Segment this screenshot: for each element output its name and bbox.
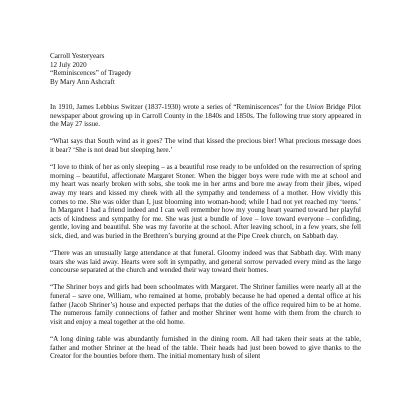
paragraph-dining-table: “A long dining table was abundantly furnished in the dining room. All had taken their seats at the table, father and mother Shriner at the head of the table. Their heads had just been bowed to give thanks to the Creator for the bounties before them. The initial momentary hush of silent	[50, 335, 361, 361]
intro-text-end: Bridge Pilot newspaper about growing up in Carroll County in the 1840s and 1850s. The following true story appeared in the May 27 issue.	[50, 103, 361, 129]
paragraph-intro	[50, 103, 361, 129]
paragraph-margaret: “I love to think of her as only sleeping – as a beautiful rose ready to be unfolded on the resurrection of spring morning – beautiful, affectionate Margaret Stoner. When the bigger boys were rude with me at school and my heart was nearly broken with sobs, she took me in her arms and bore me away from their jibes, wiped away my tears and kissed my cheek with all the sympathy and tenderness of a mother. How vividly this comes to me. She was older than I, just blooming into woman-hood; while I had not yet reached my ‘teens.’ In Margaret I had a friend indeed and I can well remember how my young heart yearned toward her playful acts of kindness and sympathy for me. She was just a bundle of love – love toward everyone – confiding, gentle, loving and beautiful. She was my favorite at the school. After leaving school, in a few years, she fell sick, died, and was buried in the Brethren’s burying ground at the Pipe Creek church, on Sabbath day.	[50, 163, 361, 240]
article-title: “Reminiscences” of Tragedy	[50, 69, 132, 78]
article-header	[50, 52, 350, 86]
column-name: Carroll Yesteryears	[50, 52, 105, 60]
newspaper-name-italic: Union	[305, 103, 324, 111]
article-body	[50, 103, 361, 369]
paragraph-funeral: “There was an unusually large attendance at that funeral. Gloomy indeed was that Sabbath day. With many tears she was laid away. Hearts were soft in sympathy, and general sorrow pervaded every mind as the large concourse separated at the church and wended their way toward their homes.	[50, 249, 361, 275]
intro-text-start: In 1910, James Lebbius Switzer (1837-1930) wrote a series of “Reminiscences” for the	[50, 103, 306, 111]
article-byline: By Mary Ann Ashcraft	[50, 77, 115, 86]
article-date: 12 July 2020	[50, 60, 87, 69]
paragraph-verse: “What says that South wind as it goes? The wind that kissed the precious bier! What precious message does it bear? ‘She is not dead but sleeping here.’	[50, 137, 361, 154]
paragraph-shriner-families: “The Shriner boys and girls had been schoolmates with Margaret. The Shriner families were nearly all at the funeral – save one, William, who remained at home, probably because he had opened a dental office at his father (Jacob Shriner’s) house and expected perhaps that the duties of the office required him to be at home. The numerous family connections of father and mother Shriner went home with them from the church to visit and enjoy a meal together at the old home.	[50, 283, 361, 326]
